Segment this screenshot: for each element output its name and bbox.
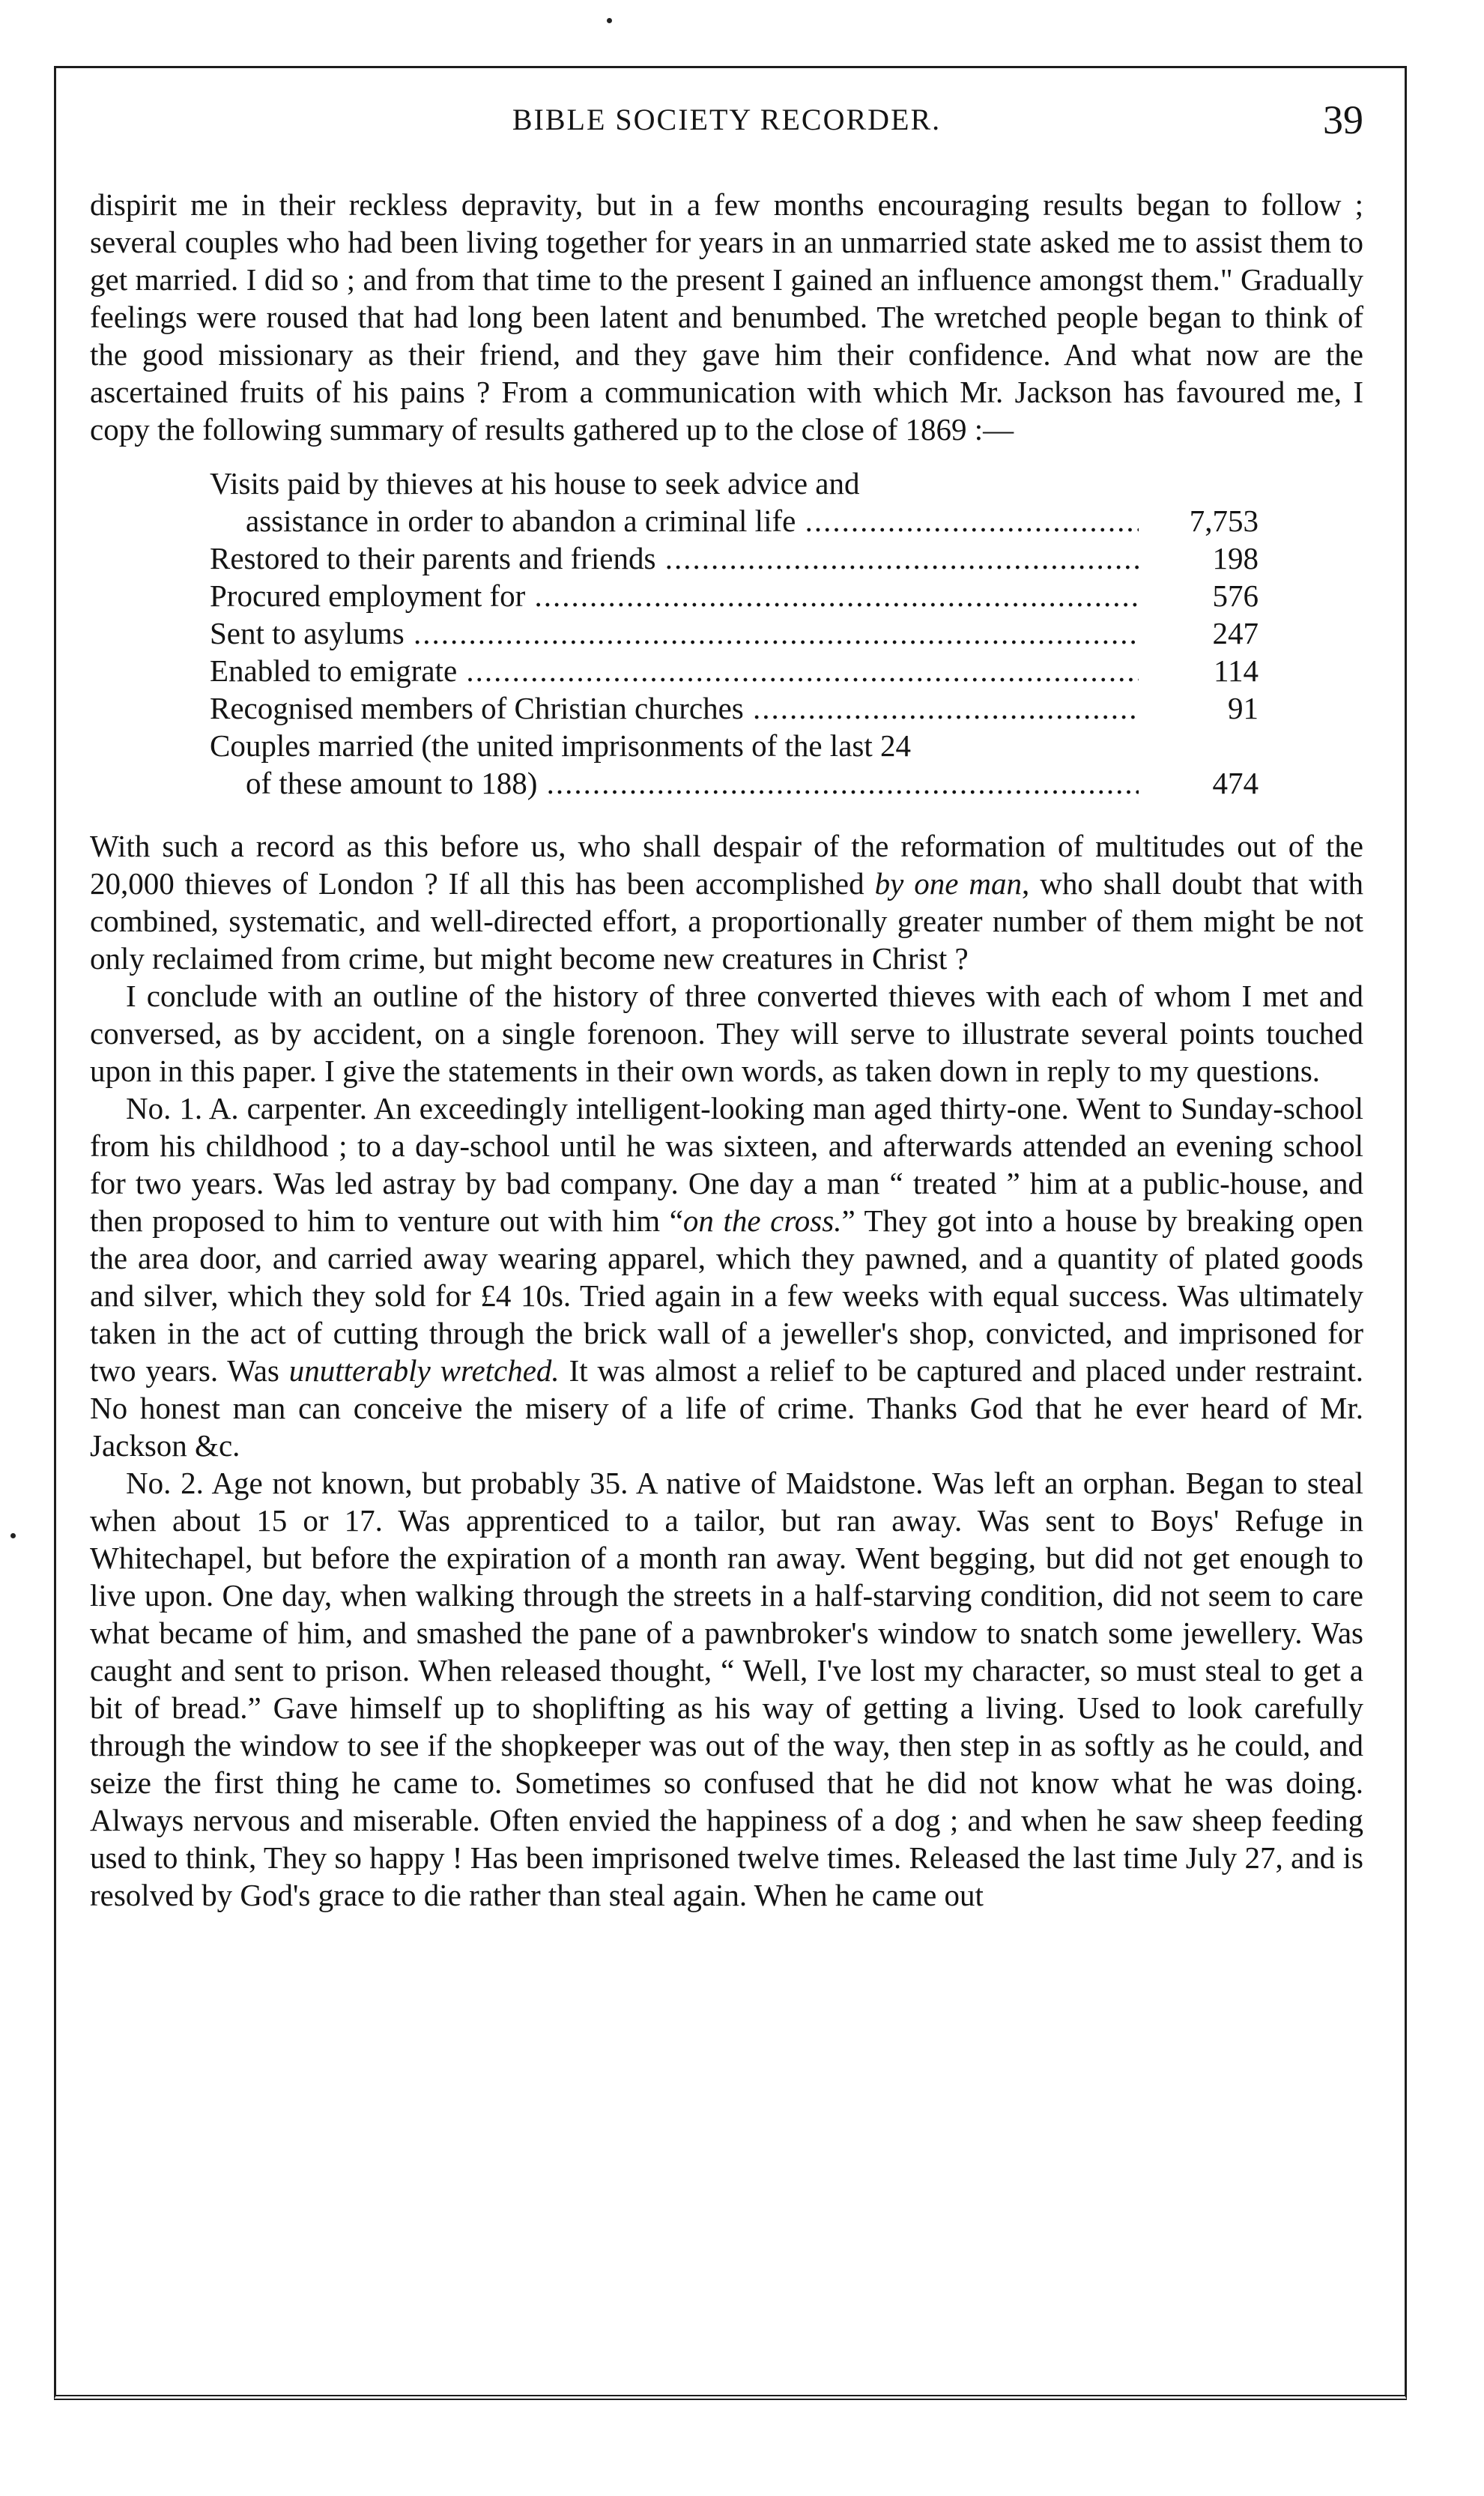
results-value: 247 <box>1212 616 1259 650</box>
results-row <box>210 465 1259 502</box>
results-label: Sent to asylums <box>210 616 405 650</box>
results-label: Recognised members of Christian churches <box>210 691 744 725</box>
results-row <box>210 577 1259 614</box>
results-value: 474 <box>1212 766 1259 800</box>
leader-dots <box>744 691 1139 725</box>
results-value: 114 <box>1214 653 1259 688</box>
page-number: 39 <box>1323 97 1363 142</box>
article-body <box>90 186 1363 1914</box>
paragraph-reformation <box>90 827 1363 977</box>
results-row <box>210 727 1259 764</box>
paragraph-continuation: dispirit me in their reckless depravity, but in a few months encouraging results began to follow ; several couples who had been living together for years in an unmarried state asked me to assist them to get married. I did so ; and from that time to the present I gained an influence amongst them." Gradually feelings were roused that had long been latent and benumbed. The wretched people began to think of the good missionary as their friend, and they gave him their confidence. And what now are the ascertained fruits of his pains ? From a communication with which Mr. Jackson has favoured me, I copy the following summary of results gathered up to the close of 1869 :— <box>90 187 1363 447</box>
results-label: Couples married (the united imprisonments of the last 24 <box>210 728 911 763</box>
leader-dots <box>525 578 1139 613</box>
text-run: , who shall doubt that with combined, systematic, and well-directed effort, a proportionally greater number of them might be not only reclaimed from crime, but might become new creatures in Christ ? <box>90 866 1363 976</box>
text-run: It was almost a relief to be captured and placed under restraint. No honest man can conceive the misery of a life of crime. Thanks God that he ever heard of Mr. Jackson &c. <box>90 1353 1363 1463</box>
results-label: Enabled to emigrate <box>210 653 458 688</box>
paragraph-conclusion: I conclude with an outline of the history of three converted thieves with each of whom I met and conversed, as by accident, on a single forenoon. They will serve to illustrate several points touched upon in this paper. I give the statements in their own words, as taken down in reply to my questions. <box>90 979 1363 1088</box>
leader-dots <box>405 616 1139 650</box>
results-value: 198 <box>1212 541 1259 575</box>
text-run: ” They got into a house by breaking open the area door, and carried away wearing apparel, which they pawned, and a quantity of plated goods and silver, which they sold for £4 10s. Tried again in a few weeks with equal success. Was ultimately taken in the act of cutting through the brick wall of a jeweller's shop, convicted, and imprisoned for two years. Was <box>90 1203 1363 1388</box>
results-value: 576 <box>1212 578 1259 613</box>
paragraph-case-2: No. 2. Age not known, but probably 35. A native of Maidstone. Was left an orphan. Began to steal when about 15 or 17. Was apprenticed to a tailor, but ran away. Was sent to Boys' Refuge in Whitechapel, but before the expiration of a month ran away. Went begging, but did not get enough to live upon. One day, when walking through the streets in a half-starving condition, did not seem to care what became of him, and smashed the pane of a pawnbroker's window to snatch some jewellery. Was caught and sent to prison. When released thought, “ Well, I've lost my character, so must steal to get a bit of bread.” Gave himself up to shoplifting as his way of getting a living. Used to look carefully through the window to see if the shopkeeper was out of the way, then step in as softly as he could, and seize the first thing he came to. Sometimes so confused that he did not know what he was doing. Always nervous and miserable. Often envied the happiness of a dog ; and when he saw sheep feeding used to think, They so happy ! Has been imprisoned twelve times. Released the last time July 27, and is resolved by God's grace to die rather than steal again. When he came out <box>90 1466 1363 1912</box>
results-value: 7,753 <box>1189 504 1259 538</box>
italic-run: on the cross. <box>682 1203 842 1238</box>
results-row <box>210 502 1259 540</box>
running-head <box>90 94 1363 146</box>
italic-run: unutterably wretched. <box>288 1353 560 1388</box>
results-row <box>210 689 1259 727</box>
leader-dots <box>796 504 1139 538</box>
italic-run: by one man <box>874 866 1023 901</box>
results-row <box>210 652 1259 689</box>
results-row <box>210 614 1259 652</box>
leader-dots <box>457 653 1139 688</box>
results-summary-table <box>210 465 1259 802</box>
speck-mark <box>10 1533 16 1538</box>
results-label: Visits paid by thieves at his house to seek advice and <box>210 466 860 501</box>
results-row <box>210 540 1259 577</box>
running-title: BIBLE SOCIETY RECORDER. <box>512 103 942 136</box>
results-label: Procured employment for <box>210 578 526 613</box>
results-value: 91 <box>1228 691 1259 725</box>
paragraph-case-1 <box>90 1090 1363 1464</box>
text-run: No. 1. A. carpenter. An exceedingly intelligent-looking man aged thirty-one. Went to Sunday-school from his childhood ; to a day-school until he was sixteen, and afterwards attended an evening school for two years. Was led astray by bad company. One day a man “ treated ” him at a public-house, and then proposed to him to venture out with him “ <box>90 1091 1363 1238</box>
results-label: of these amount to 188) <box>246 766 538 800</box>
results-label: assistance in order to abandon a criminal life <box>246 504 796 538</box>
results-label: Restored to their parents and friends <box>210 541 656 575</box>
speck-mark <box>607 18 612 23</box>
leader-dots <box>655 541 1139 575</box>
leader-dots <box>537 766 1139 800</box>
text-run: With such a record as this before us, who shall despair of the reformation of multitudes out of the 20,000 thieves of London ? If all this has been accomplished <box>90 829 1363 901</box>
results-row <box>210 764 1259 802</box>
